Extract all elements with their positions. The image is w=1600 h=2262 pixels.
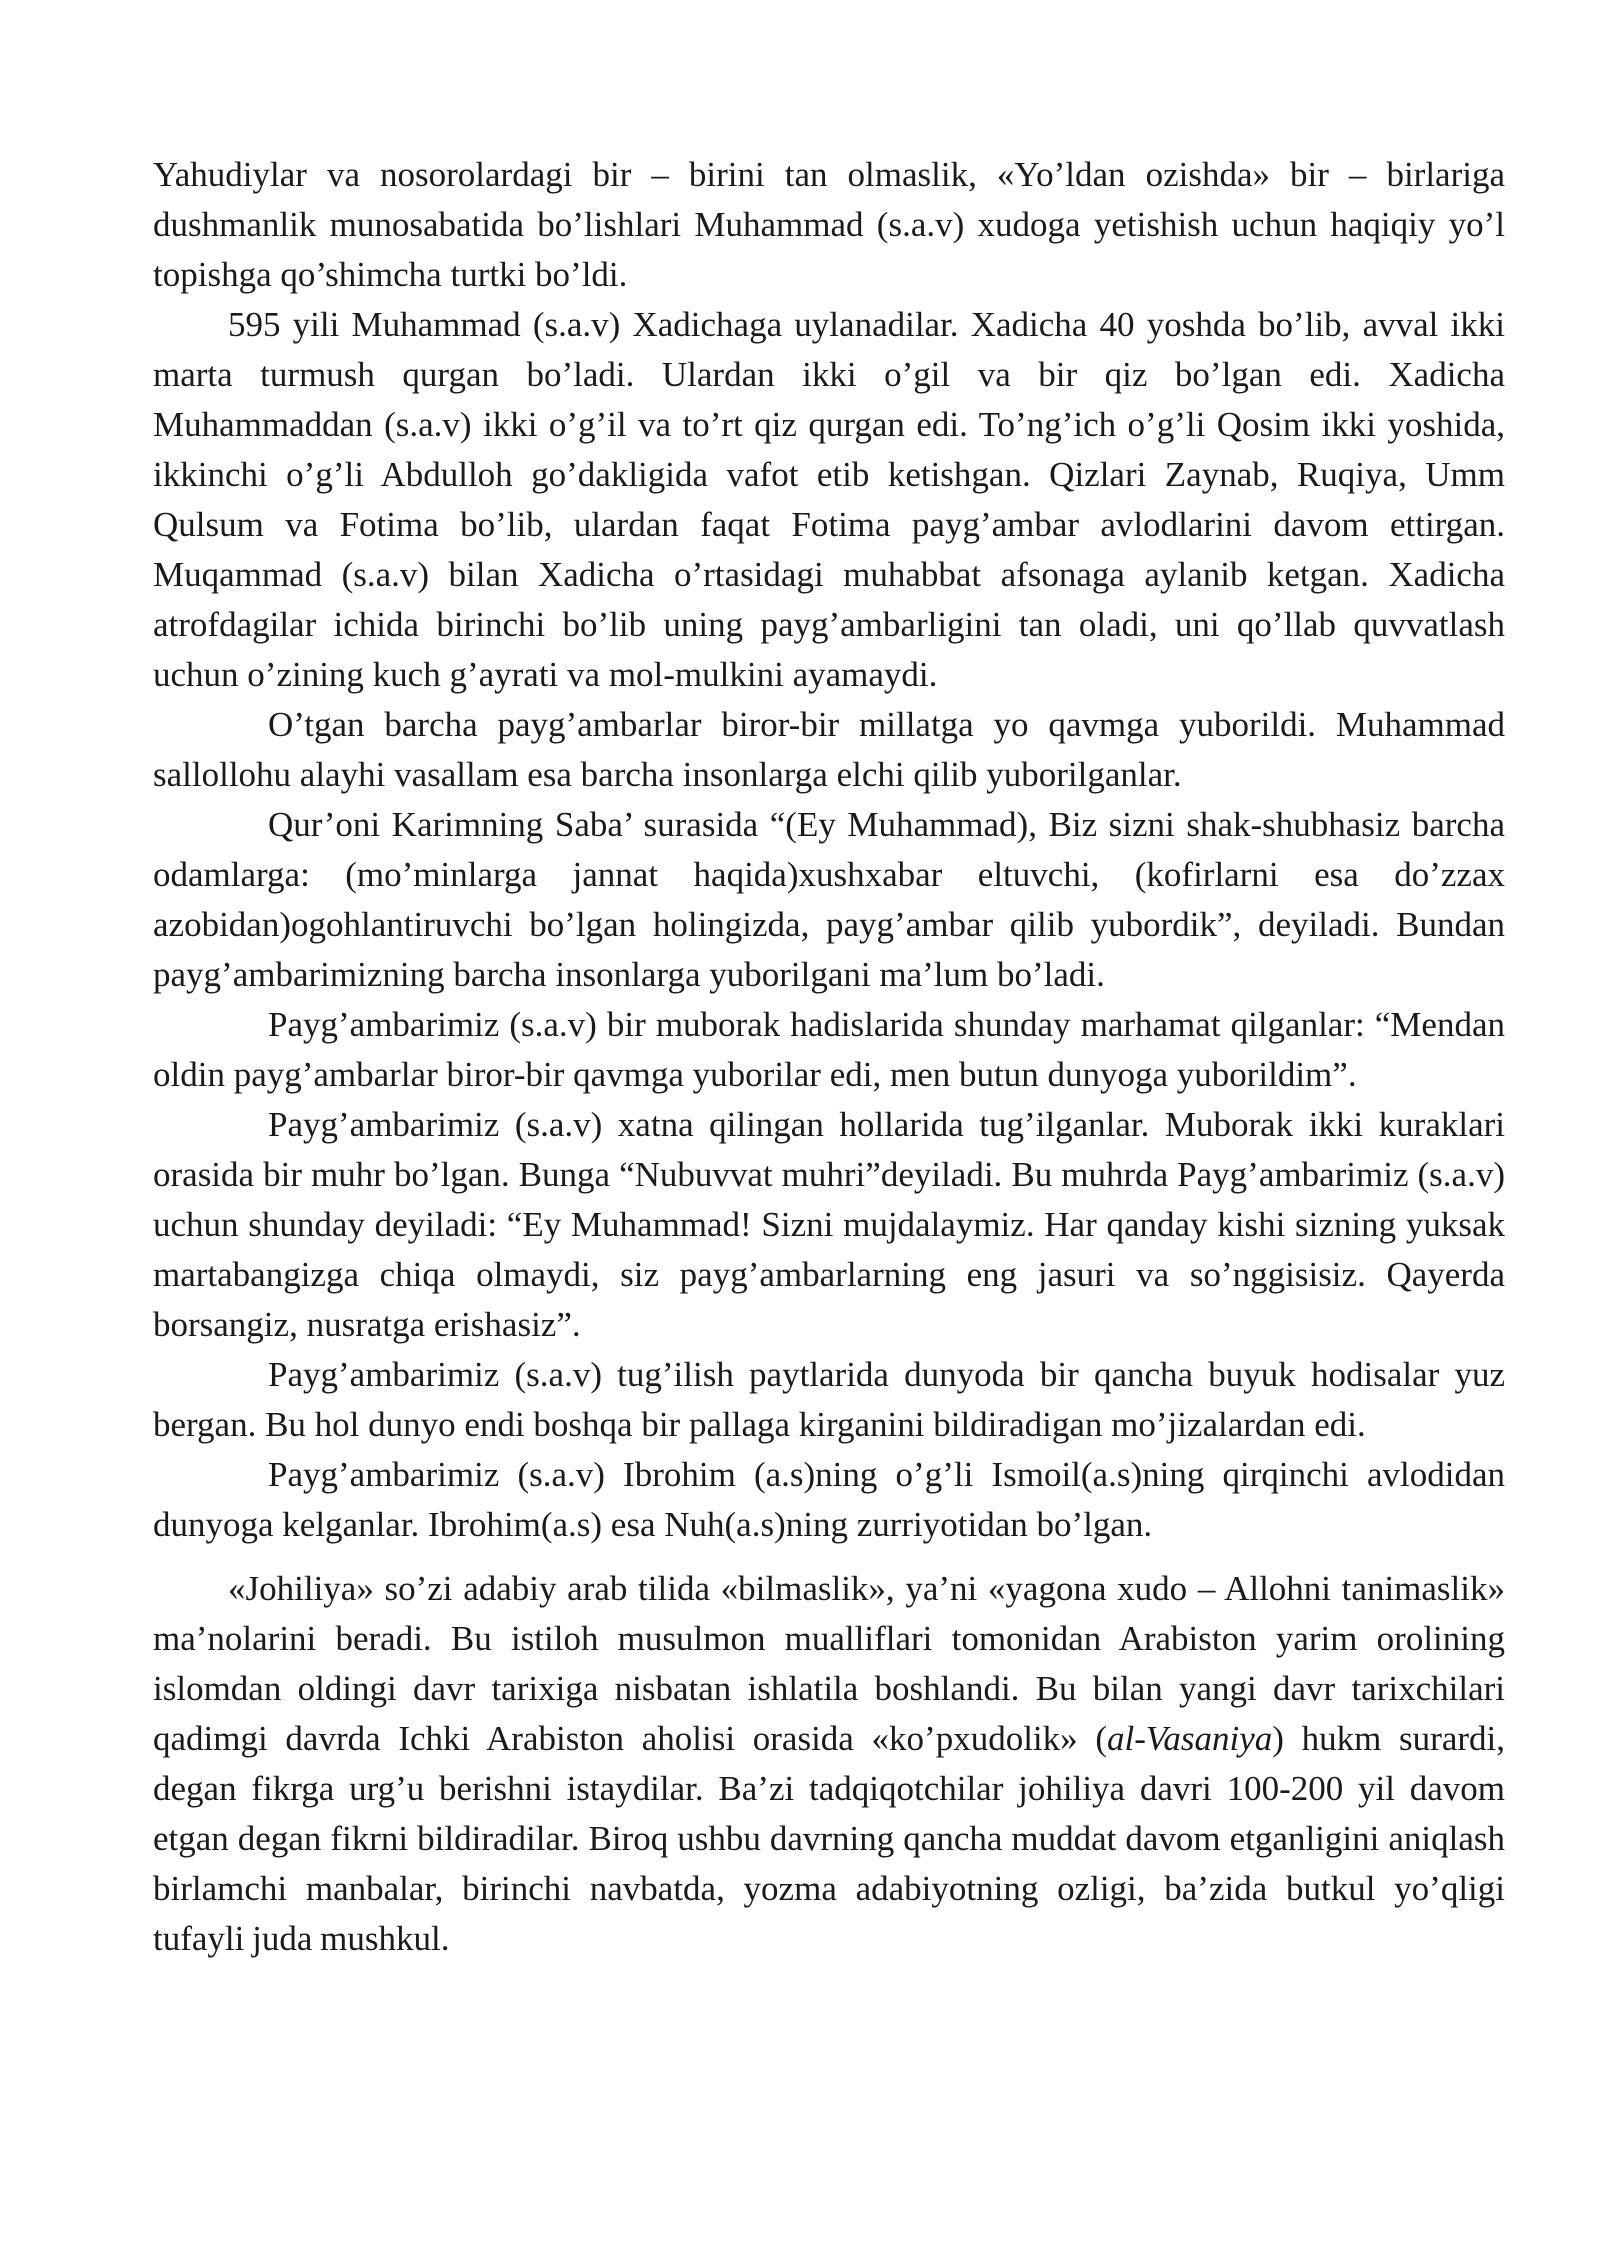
document-page xyxy=(153,150,1505,1964)
paragraph-4: Qur’oni Karimning Saba’ surasida “(Ey Muhammad), Biz sizni shak-shubhasiz barcha odamlarga: (mo’minlarga jannat haqida)xushxabar eltuvchi, (kofirlarni esa do’zzax azobidan)ogohlantiruvchi bo’lgan holingizda, payg’ambar qilib yubordik”, deyiladi. Bundan payg’ambarimizning barcha insonlarga yuborilgani ma’lum bo’ladi. xyxy=(153,805,1505,994)
paragraph-1: Yahudiylar va nosorolardagi bir – birini tan olmaslik, «Yo’ldan ozishda» bir – birlariga dushmanlik munosabatida bo’lishlari Muhammad (s.a.v) xudoga yetishish uchun haqiqiy yo’l topishga qo’shimcha turtki bo’ldi. xyxy=(153,155,1505,294)
paragraph-7: Payg’ambarimiz (s.a.v) tug’ilish paytlarida dunyoda bir qancha buyuk hodisalar yuz bergan. Bu hol dunyo endi boshqa bir pallaga kirganini bildiradigan mo’jizalardan edi. xyxy=(153,1355,1505,1444)
paragraph-5: Payg’ambarimiz (s.a.v) bir muborak hadislarida shunday marhamat qilganlar: “Mendan oldin payg’ambarlar biror-bir qavmga yuborilar edi, men butun dunyoga yuborildim”. xyxy=(153,1005,1505,1094)
paragraph-3: O’tgan barcha payg’ambarlar biror-bir millatga yo qavmga yuborildi. Muhammad sallollohu alayhi vasallam esa barcha insonlarga elchi qilib yuborilganlar. xyxy=(153,705,1505,794)
paragraph-9 xyxy=(153,1564,1505,1964)
paragraph-9-before: «Johiliya» so’zi adabiy arab tilida «bilmaslik», ya’ni «yagona xudo – Allohni tanimaslik» ma’nolarini beradi. Bu istiloh musulmon mualliflari tomonidan Arabiston yarim orolining islomdan oldingi davr tarixiga nisbatan ishlatila boshlandi. Bu bilan yangi davr tarixchilari qadimgi davrda Ichki Arabiston aholisi orasida «ko’pxudolik» ( xyxy=(153,1569,1505,1758)
paragraph-8: Payg’ambarimiz (s.a.v) Ibrohim (a.s)ning o’g’li Ismoil(a.s)ning qirqinchi avlodidan dunyoga kelganlar. Ibrohim(a.s) esa Nuh(a.s)ning zurriyotidan bo’lgan. xyxy=(153,1455,1505,1544)
paragraph-2: 595 yili Muhammad (s.a.v) Xadichaga uylanadilar. Xadicha 40 yoshda bo’lib, avval ikki marta turmush qurgan bo’ladi. Ulardan ikki o’gil va bir qiz bo’lgan edi. Xadicha Muhammaddan (s.a.v) ikki o’g’il va to’rt qiz qurgan edi. To’ng’ich o’g’li Qosim ikki yoshida, ikkinchi o’g’li Abdulloh go’dakligida vafot etib ketishgan. Qizlari Zaynab, Ruqiya, Umm Qulsum va Fotima bo’lib, ulardan faqat Fotima payg’ambar avlodlarini davom ettirgan. Muqammad (s.a.v) bilan Xadicha o’rtasidagi muhabbat afsonaga aylanib ketgan. Xadicha atrofdagilar ichida birinchi bo’lib uning payg’ambarligini tan oladi, uni qo’llab quvvatlash uchun o’zining kuch g’ayrati va mol-mulkini ayamaydi. xyxy=(153,305,1505,694)
paragraph-9-after: ) hukm surardi, degan fikrga urg’u berishni istaydilar. Ba’zi tadqiqotchilar johiliya davri 100-200 yil davom etgan degan fikrni bildiradilar. Biroq ushbu davrning qancha muddat davom etganligini aniqlash birlamchi manbalar, birinchi navbatda, yozma adabiyotning ozligi, ba’zida butkul yo’qligi tufayli juda mushkul. xyxy=(153,1719,1505,1958)
paragraph-6: Payg’ambarimiz (s.a.v) xatna qilingan hollarida tug’ilganlar. Muborak ikki kuraklari orasida bir muhr bo’lgan. Bunga “Nubuvvat muhri”deyiladi. Bu muhrda Payg’ambarimiz (s.a.v) uchun shunday deyiladi: “Ey Muhammad! Sizni mujdalaymiz. Har qanday kishi sizning yuksak martabangizga chiqa olmaydi, siz payg’ambarlarning eng jasuri va so’nggisisiz. Qayerda borsangiz, nusratga erishasiz”. xyxy=(153,1105,1505,1344)
paragraph-9-italic: al-Vasaniya xyxy=(1107,1719,1273,1758)
